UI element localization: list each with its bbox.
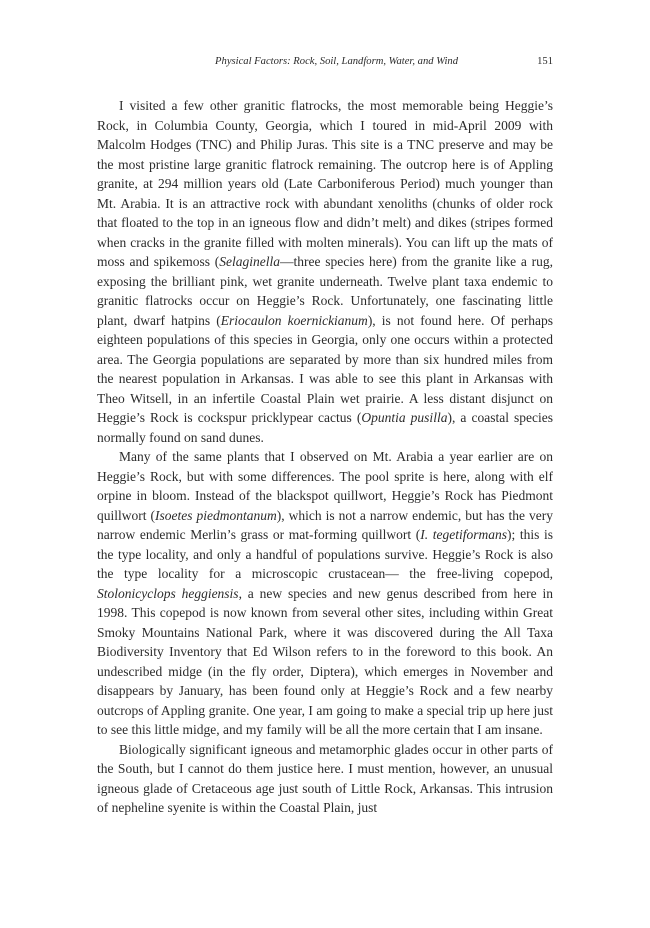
text-run: —three species here) from the granite like a rug, exposing the brilliant pink, wet granite underneath. Twelve plant taxa endemic to granitic flatrocks occur on Heggie’s Rock. Unfortunately, one fascinating little plant, dwarf hatpins (	[97, 254, 553, 328]
italic-run: Opuntia pusilla	[361, 410, 448, 425]
text-run: ); this is the type locality, and only a handful of populations survive. Heggie’s Rock is also the type locality for a microscopic crustacean— the free-living copepod,	[97, 527, 553, 581]
text-run: ), is not found here. Of perhaps eighteen populations of this species in Georgia, only one occurs within a protected area. The Georgia populations are separated by more than six hundred miles from the nearest population in Arkansas. I was able to see this plant in Arkansas with Theo Witsell, in an infertile Coastal Plain wet prairie. A less distant disjunct on Heggie’s Rock is cockspur pricklypear cactus (	[97, 312, 553, 425]
text-run: I visited a few other granitic flatrocks, the most memorable being Heggie’s Rock, in Columbia County, Georgia, which I toured in mid-April 2009 with Malcolm Hodges (TNC) and Philip Juras. This site is a TNC preserve and may be the most pristine large granitic flatrock remaining. The outcrop here is of Appling granite, at 294 million years old (Late Carboniferous Period) much younger than Mt. Arabia. It is an attractive rock with abundant xenoliths (chunks of older rock that floated to the top in an igneous flow and didn’t melt) and dikes (stripes formed when cracks in the granite filled with molten minerals). You can lift up the mats of moss and spikemoss (	[97, 98, 553, 269]
text-run: Many of the same plants that I observed on Mt. Arabia a year earlier are on Heggie’s Rock, but with some differences. The pool sprite is here, along with elf orpine in bloom. Instead of the blackspot quillwort, Heggie’s Rock has Piedmont quillwort (	[97, 449, 553, 523]
italic-run: I. tegetiformans	[420, 527, 507, 542]
running-title: Physical Factors: Rock, Soil, Landform, Water, and Wind	[215, 56, 458, 67]
text-run: ), which is not a narrow endemic, but has the very narrow endemic Merlin’s grass or mat-forming quillwort (	[97, 507, 554, 542]
page-number: 151	[537, 56, 553, 67]
paragraph	[97, 96, 553, 447]
italic-run: Isoetes piedmontanum	[155, 507, 277, 523]
paragraph	[97, 740, 553, 818]
text-run: Biologically significant igneous and metamorphic glades occur in other parts of the South, but I cannot do them justice here. I must mention, however, an unusual igneous glade of Cretaceous age just south of Little Rock, Arkansas. This intrusion of nepheline syenite is within the Coastal Plain, just	[97, 741, 553, 815]
running-head	[0, 56, 650, 74]
text-run: ), a coastal species normally found on sand dunes.	[97, 410, 554, 445]
italic-run: Selaginella	[219, 254, 280, 269]
italic-run: Eriocaulon koernickianum	[220, 312, 368, 328]
body-text	[97, 96, 553, 818]
text-run: , a new species and new genus described from here in 1998. This copepod is now known from several other sites, including within Great Smoky Mountains National Park, where it was discovered during the All Taxa Biodiversity Inventory that Ed Wilson refers to in the foreword to this book. An undescribed midge (in the fly order, Diptera), which emerges in November and disappears by January, has been found only at Heggie’s Rock and a few nearby outcrops of Appling granite. One year, I am going to make a special trip up here just to see this little midge, and my family will be all the more certain that I am insane.	[97, 585, 553, 737]
paragraph	[97, 447, 553, 740]
italic-run: Stolonicyclops heggiensis	[97, 585, 239, 601]
